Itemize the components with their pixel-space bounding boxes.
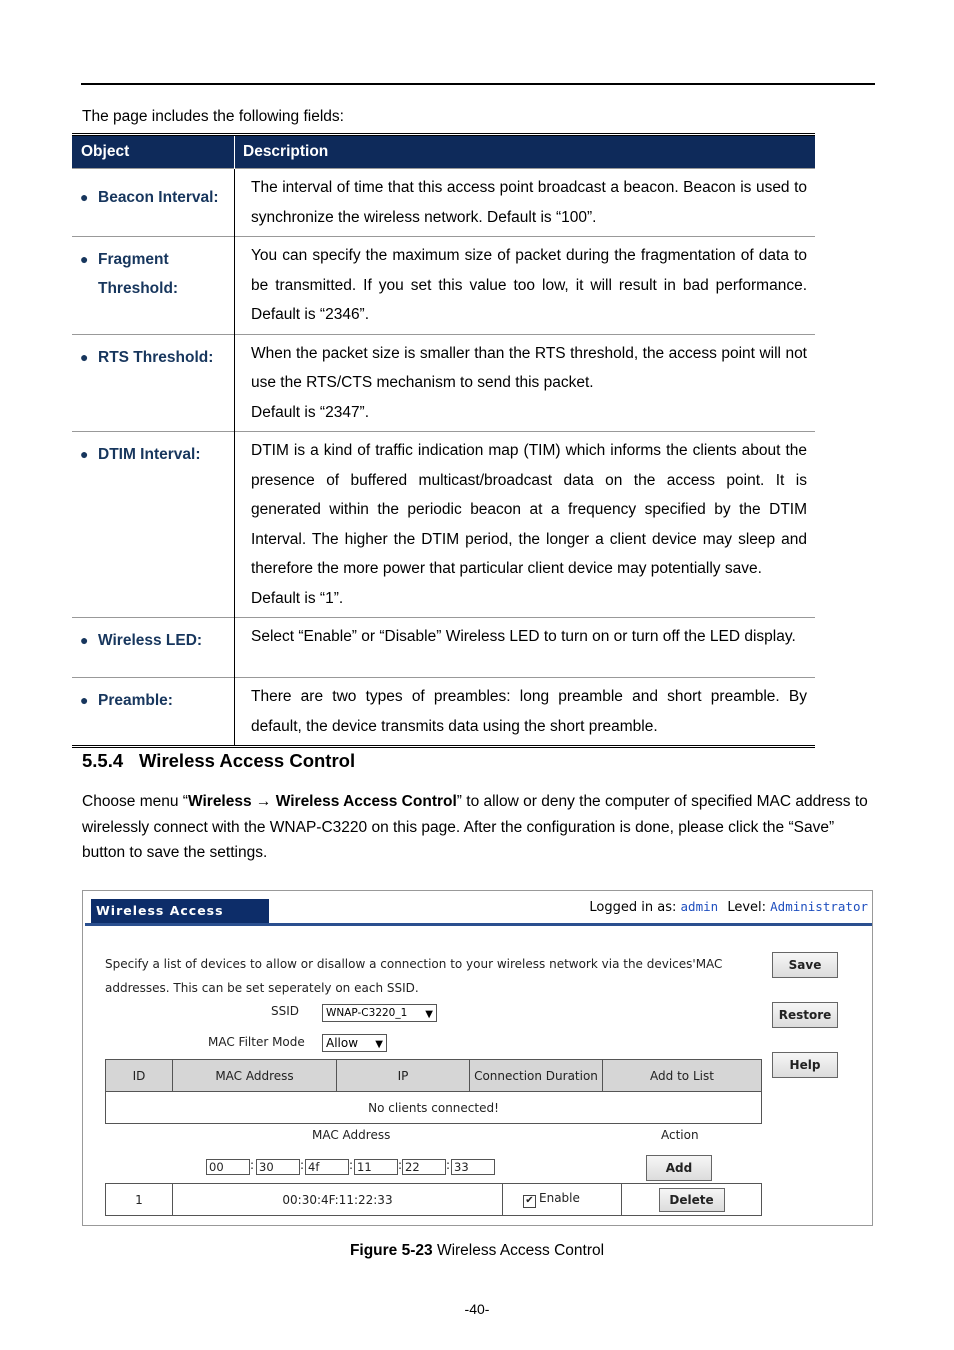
enable-label: Enable xyxy=(539,1191,580,1205)
field-description: DTIM is a kind of traffic indication map (TIM) which informs the clients about the presence of buffered multicast/broadcast data on the access point. It is generated within the periodic beacon at a frequency specified by the DTIM Interval. The higher the DTIM period, the longer a client device may sleep and therefore the more power that particular client device may potentially save. xyxy=(251,442,807,577)
save-button[interactable]: Save xyxy=(772,952,838,978)
colon-separator: : xyxy=(300,1158,305,1172)
field-name: Beacon Interval: xyxy=(98,189,219,206)
ssid-select[interactable] xyxy=(322,1004,437,1022)
col-ip: IP xyxy=(337,1060,470,1092)
section-title: Wireless Access Control xyxy=(139,750,356,771)
arrow-icon: → xyxy=(251,793,276,810)
field-description: There are two types of preambles: long preamble and short preamble. By default, the device transmits data using the short preamble. xyxy=(235,678,816,747)
bullet-icon: ● xyxy=(80,348,89,365)
col-object-header: Object xyxy=(72,135,235,169)
chevron-down-icon: ▼ xyxy=(425,1009,433,1020)
table-row xyxy=(72,432,815,618)
figure-caption xyxy=(0,1242,954,1260)
field-description: Select “Enable” or “Disable” Wireless LED to turn on or turn off the LED display. xyxy=(235,618,816,678)
table-row xyxy=(72,334,815,432)
empty-message: No clients connected! xyxy=(106,1092,762,1124)
instruction-text: Specify a list of devices to allow or disallow a connection to your wireless network via the devices'MAC addresses. This can be set seperately on each SSID. xyxy=(105,957,723,995)
mac-octet-6-input[interactable]: 33 xyxy=(451,1159,495,1175)
user-level: Administrator xyxy=(770,899,868,914)
table-row xyxy=(106,1184,762,1216)
bullet-icon: ● xyxy=(80,189,89,205)
section-paragraph xyxy=(82,789,874,866)
ssid-label: SSID xyxy=(271,1004,300,1018)
menu-access-control: Wireless Access Control xyxy=(275,793,457,810)
logged-in-label: Logged in as: xyxy=(589,900,677,915)
intro-text: The page includes the following fields: xyxy=(82,108,344,125)
table-row xyxy=(72,618,815,678)
colon-separator: : xyxy=(250,1158,255,1172)
table-row xyxy=(72,169,815,237)
mode-value: Allow xyxy=(326,1036,359,1050)
tab-wireless-access-control[interactable]: Wireless Access Control xyxy=(91,899,269,923)
entry-mac: 00:30:4F:11:22:33 xyxy=(173,1184,503,1216)
bullet-icon: ● xyxy=(80,251,89,267)
col-description-header: Description xyxy=(235,135,816,169)
mac-entry-table xyxy=(105,1183,762,1216)
tab-underline xyxy=(85,923,872,926)
add-button[interactable]: Add xyxy=(646,1155,712,1181)
table-row xyxy=(72,678,815,747)
bullet-icon: ● xyxy=(80,692,89,708)
enable-checkbox[interactable]: ✔ xyxy=(523,1195,536,1208)
colon-separator: : xyxy=(398,1158,403,1172)
section-number: 5.5.4 xyxy=(82,750,124,771)
field-name: DTIM Interval: xyxy=(98,446,201,463)
section-heading xyxy=(82,750,355,772)
action-cell xyxy=(622,1184,762,1216)
help-button[interactable]: Help xyxy=(772,1052,838,1078)
mac-address-label: MAC Address xyxy=(312,1128,391,1142)
page-number: -40- xyxy=(464,1301,490,1317)
field-name: Fragment Threshold: xyxy=(98,251,179,297)
clients-table xyxy=(105,1059,762,1124)
mac-octet-3-input[interactable]: 4f xyxy=(305,1159,349,1175)
entry-id: 1 xyxy=(106,1184,173,1216)
chevron-down-icon: ▼ xyxy=(375,1039,383,1050)
caption-label: Figure 5-23 xyxy=(349,1242,433,1259)
para-prefix: Choose menu “ xyxy=(82,793,188,810)
field-description: When the packet size is smaller than the RTS threshold, the access point will not use the RTS/CTS mechanism to send this packet. xyxy=(251,344,807,391)
action-label: Action xyxy=(661,1128,699,1142)
level-label: Level: xyxy=(727,900,767,915)
mac-octet-2-input[interactable]: 30 xyxy=(256,1159,300,1175)
field-name: Preamble: xyxy=(98,692,173,709)
col-id: ID xyxy=(106,1060,173,1092)
col-mac-address: MAC Address xyxy=(173,1060,337,1092)
user-name: admin xyxy=(680,899,719,914)
field-description: The interval of time that this access point broadcast a beacon. Beacon is used to synchronize the wireless network. Default is “100”. xyxy=(235,169,816,237)
caption-text: Wireless Access Control xyxy=(432,1242,605,1259)
bullet-icon: ● xyxy=(80,446,89,462)
field-default: Default is “2347”. xyxy=(251,403,370,421)
colon-separator: : xyxy=(446,1158,451,1172)
col-add-to-list: Add to List xyxy=(603,1060,762,1092)
delete-button[interactable]: Delete xyxy=(659,1188,725,1212)
para-suffix: ” to allow or deny the computer of specified MAC address to wirelessly connect with the WNAP-C3220 on this page. After the configuration is done, please click the “Save” button to save the settings. xyxy=(82,793,868,861)
table-row xyxy=(72,237,815,335)
field-description: You can specify the maximum size of packet during the fragmentation of data to be transmitted. If you set this value too low, it will result in bad performance. Default is “2346”. xyxy=(235,237,816,335)
field-name: Wireless LED: xyxy=(98,632,203,649)
ssid-value: WNAP-C3220_1 xyxy=(326,1007,408,1019)
mac-filter-mode-select[interactable] xyxy=(322,1034,387,1052)
header-rule xyxy=(81,83,875,85)
mac-filter-mode-label: MAC Filter Mode xyxy=(208,1035,305,1049)
restore-button[interactable]: Restore xyxy=(772,1002,838,1028)
col-connection-duration: Connection Duration xyxy=(470,1060,603,1092)
field-default: Default is “1”. xyxy=(251,589,344,607)
fields-table xyxy=(72,133,815,748)
bullet-icon: ● xyxy=(80,632,89,648)
mac-octet-5-input[interactable]: 22 xyxy=(402,1159,446,1175)
mac-octet-1-input[interactable]: 00 xyxy=(206,1159,250,1175)
enable-cell xyxy=(503,1184,622,1216)
screenshot-figure xyxy=(82,890,873,1226)
mac-octet-4-input[interactable]: 11 xyxy=(354,1159,398,1175)
field-name: RTS Threshold: xyxy=(98,348,214,366)
menu-wireless: Wireless xyxy=(187,793,252,810)
colon-separator: : xyxy=(349,1158,354,1172)
login-info xyxy=(589,899,868,915)
